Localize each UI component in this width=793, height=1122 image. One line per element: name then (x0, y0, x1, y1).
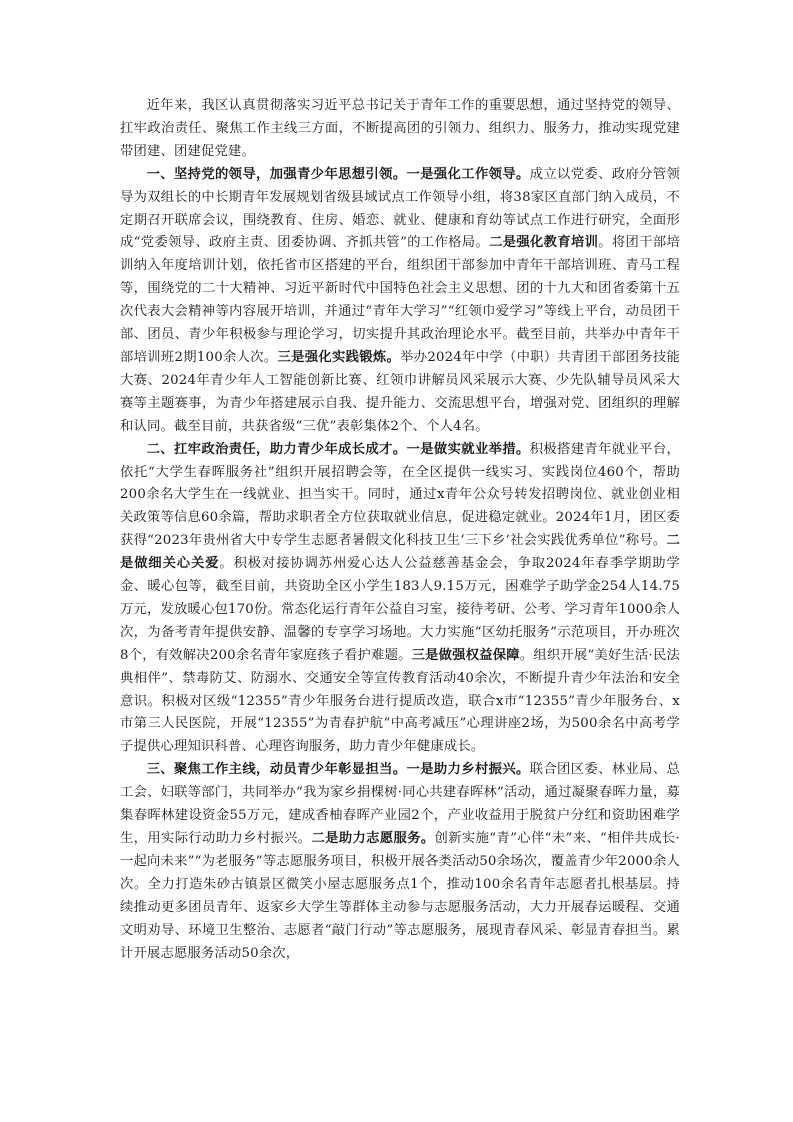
section-three-text-2: 创新实施“青”心伴“未”来、“相伴共成长·一起向未来”“为老服务”等志愿服务项目，积极开展各类活动50余场次，覆盖青少年2000余人次。全力打造朱砂古镇景区微笑小屋志愿服务点1个，推动100余名青年志愿者扎根基层。持续推动更多团员青年、返家乡大学生等群体主动参与志愿服务活动，大力开展春运暖程、交通文明劝导、环境卫生整治、志愿者“敲门行动”等志愿服务，展现青春风采、彰显青春担当。累计开展志愿服务活动50余次， (120, 831, 680, 961)
section-one-paragraph (120, 164, 680, 439)
intro-text: 近年来，我区认真贯彻落实习近平总书记关于青年工作的重要思想，通过坚持党的领导、扛牢政治责任、聚焦工作主线三方面，不断提高团的引领力、组织力、服务力，推动实现党建带团建、团建促党建。 (120, 98, 680, 159)
section-one-subheading-2: 二是强化教育培训 (489, 235, 599, 251)
section-one-text-1: 成立以党委、政府分管领导为双组长的中长期青年发展规划省级县域试点工作领导小组，将38家区直部门纳入成员，不定期召开联席会议，围绕教育、住房、婚恋、就业、健康和育幼等试点工作进行研究，全面形成“党委领导、政府主责、团委协调、齐抓共管”的工作格局。 (120, 166, 680, 251)
section-one-subheading-3: 三是强化实践锻炼。 (277, 349, 401, 365)
section-one-text-3: 举办2024年中学（中职）共青团干部团务技能大赛、2024年青少年人工智能创新比赛、红领巾讲解员风采展示大赛、少先队辅导员风采大赛等主题赛事，为青少年搭建展示自我、提升能力、交流思想平台，增强对党、团组织的理解和认同。截至目前，共获省级“三优”表彰集体2个、个人4名。 (120, 349, 680, 434)
section-two-text-1: 积极搭建青年就业平台，依托“大学生春晖服务社”组织开展招聘会等，在全区提供一线实习、实践岗位460个，帮助200余名大学生在一线就业、担当实干。同时，通过x青年公众号转发招聘岗位、就业创业相关政策等信息60余篇，帮助求职者全方位获取就业信息，促进稳定就业。2024年1月，团区委获得“2023年贵州省大中专学生志愿者暑假文化科技卫生‘三下乡’社会实践优秀单位”称号。 (120, 441, 681, 549)
section-three-subheading-2: 二是助力志愿服务。 (311, 831, 435, 846)
section-one-subheading-1: 一是强化工作领导。 (406, 166, 530, 182)
document-page (120, 95, 680, 965)
section-three-heading: 三、聚焦工作主线，动员青少年彰显担当。 (146, 762, 407, 778)
section-three-subheading-1: 一是助力乡村振兴。 (406, 762, 530, 778)
section-two-text-2: 。积极对接协调苏州爱心达人公益慈善基金会，争取2024年春季学期助学金、暖心包等，截至目前，共资助全区小学生183人9.15万元，困难学子助学金254人14.75万元，发放暖心包170份。常态化运行青年公益自习室，接待考研、公考、学习青年1000余人次，为备考青年提供安静、温馨的专享学习场地。大力实施“区幼托服务”示范项目，开办班次8个，有效解决200余名青年家庭孩子看护难题。 (120, 556, 681, 663)
section-two-text-3: 。组织开展“美好生活·民法典相伴”、禁毒防艾、防溺水、交通安全等宣传教育活动40余次，不断提升青少年法治和安全意识。积极对区级“12355”青少年服务台进行提质改造，联合x市“12355”青少年服务台、x市第三人民医院，开展“12355”为青春护航“中高考减压”心理讲座2场，为500余名中高考学子提供心理知识科普、心理咨询服务，助力青少年健康成长。 (120, 647, 680, 755)
section-two-subheading-1: 一是做实就业举措。 (406, 441, 530, 457)
section-one-heading: 一、坚持党的领导，加强青少年思想引领。 (146, 166, 407, 182)
section-two-subheading-2: 二是做细关心关爱 (120, 533, 680, 572)
section-two-paragraph (120, 439, 680, 760)
section-three-text-1: 联合团区委、林业局、总工会、妇联等部门，共同举办“我为家乡捐棵树·同心共建春晖林”活动，通过凝聚春晖力量，募集春晖林建设资金55万元，建成香柚春晖产业园2个，产业收益用于脱贫户分红和资助困难学生，用实际行动助力乡村振兴。 (120, 762, 680, 846)
section-two-heading: 二、扛牢政治责任，助力青少年成长成才。 (146, 441, 407, 457)
intro-paragraph (120, 95, 680, 164)
section-three-paragraph (120, 759, 680, 965)
section-one-text-2: 。将团干部培训纳入年度培训计划，依托省市区搭建的平台，组织团干部参加中青年干部培训班、青马工程等，围绕党的二十大精神、习近平新时代中国特色社会主义思想、团的十九大和团省委第十五次代表大会精神等内容展开培训，并通过“青年大学习”“红领巾爱学习”等线上平台，动员团干部、团员、青少年积极参与理论学习，切实提升其政治理论水平。截至目前，共举办中青年干部培训班2期100余人次。 (120, 235, 680, 365)
section-two-subheading-3: 三是做强权益保障 (411, 647, 520, 663)
